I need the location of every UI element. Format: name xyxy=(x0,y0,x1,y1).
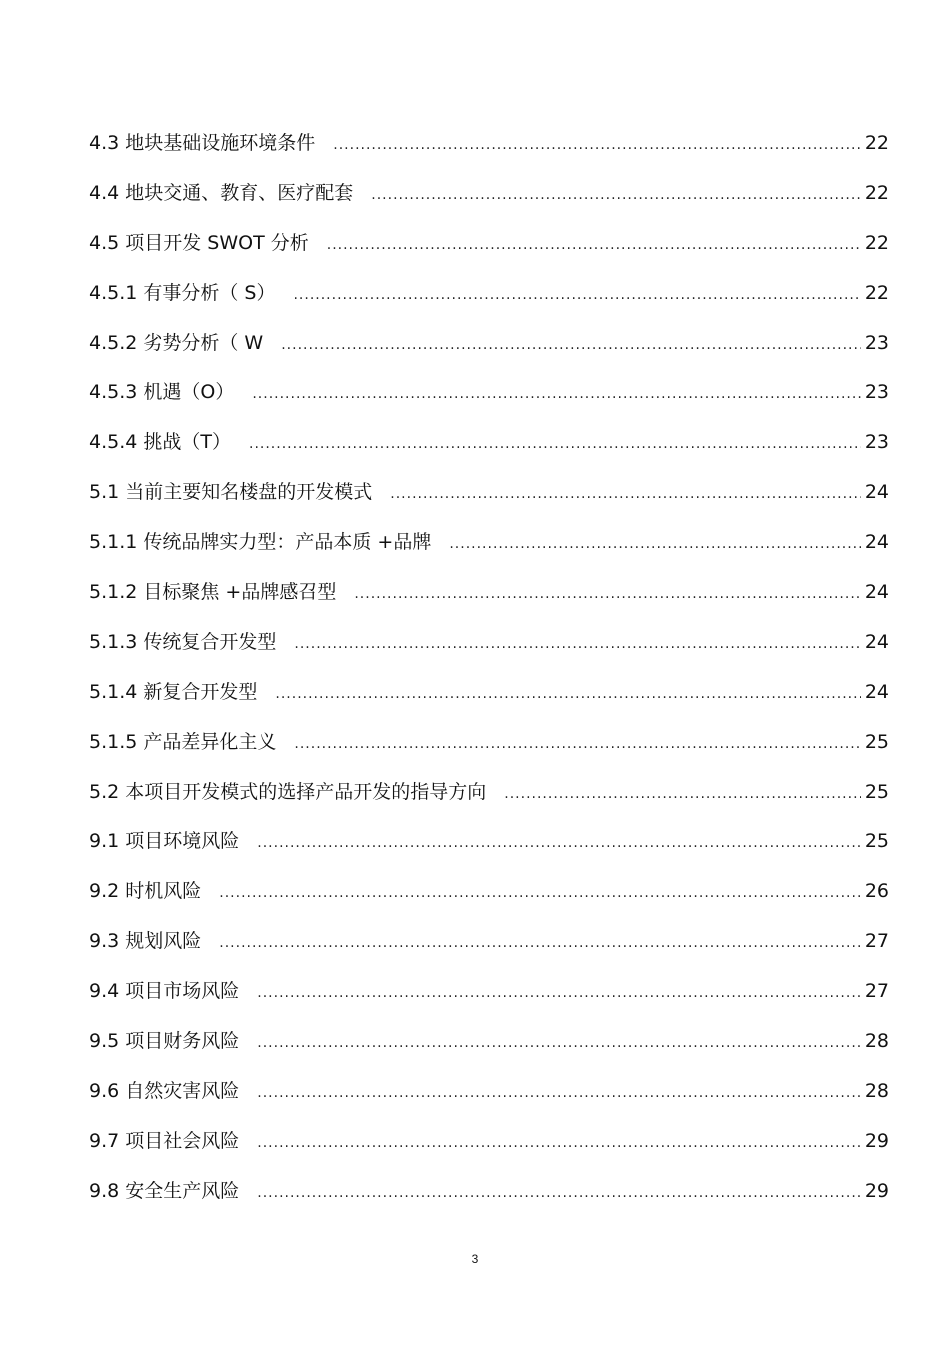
toc-entry-page: 22 xyxy=(864,181,889,204)
toc-entry-label: 4.5.2 劣势分析（ W xyxy=(89,331,264,354)
toc-entry[interactable] xyxy=(89,477,889,527)
toc-entry-label: 4.5 项目开发 SWOT 分析 xyxy=(89,231,309,254)
dot-leader xyxy=(449,529,860,559)
dot-leader xyxy=(371,180,861,210)
toc-entry-label: 4.4 地块交通、教育、医疗配套 xyxy=(89,181,354,204)
toc-entry[interactable] xyxy=(89,876,889,926)
dot-leader xyxy=(275,679,860,709)
dot-leader xyxy=(257,1028,861,1058)
toc-entry-label: 9.4 项目市场风险 xyxy=(89,980,240,1003)
dot-leader xyxy=(281,330,861,360)
toc-entry-page: 24 xyxy=(864,630,889,653)
toc-entry-label: 5.1.4 新复合开发型 xyxy=(89,680,258,703)
toc-entry-page: 25 xyxy=(864,730,889,753)
toc-entry-page: 23 xyxy=(864,331,889,354)
dot-leader xyxy=(252,379,860,409)
dot-leader xyxy=(294,629,860,659)
toc-entry-page: 25 xyxy=(864,830,889,853)
toc-entry-page: 23 xyxy=(864,431,889,454)
toc-entry-page: 29 xyxy=(864,1179,889,1202)
toc-entry-page: 27 xyxy=(864,930,889,953)
toc-entry[interactable] xyxy=(89,577,889,627)
toc-entry-page: 23 xyxy=(864,381,889,404)
toc-entry[interactable] xyxy=(89,328,889,378)
toc-entry-label: 4.5.1 有事分析（ S） xyxy=(89,281,276,304)
toc-entry[interactable] xyxy=(89,1076,889,1126)
toc-entry-label: 9.2 时机风险 xyxy=(89,880,202,903)
dot-leader xyxy=(390,479,861,509)
toc-entry-label: 5.2 本项目开发模式的选择产品开发的指导方向 xyxy=(89,780,487,803)
toc-entry-label: 5.1 当前主要知名楼盘的开发模式 xyxy=(89,481,373,504)
toc-entry-label: 9.6 自然灾害风险 xyxy=(89,1079,240,1102)
toc-entry-page: 28 xyxy=(864,1030,889,1053)
toc-entry-page: 22 xyxy=(864,132,889,154)
toc-entry-page: 29 xyxy=(864,1129,889,1152)
toc-entry-page: 24 xyxy=(864,581,889,604)
toc-entry[interactable] xyxy=(89,128,889,178)
dot-leader xyxy=(257,978,861,1008)
toc-entry-page: 24 xyxy=(864,481,889,504)
toc-entry[interactable] xyxy=(89,427,889,477)
toc-entry-label: 5.1.2 目标聚焦 +品牌感召型 xyxy=(89,581,337,604)
toc-entry[interactable] xyxy=(89,777,889,827)
toc-entry-label: 9.8 安全生产风险 xyxy=(89,1179,240,1202)
toc-entry[interactable] xyxy=(89,727,889,777)
toc-entry-page: 27 xyxy=(864,980,889,1003)
toc-entry-label: 9.7 项目社会风险 xyxy=(89,1129,240,1152)
dot-leader xyxy=(333,130,861,160)
toc-entry[interactable] xyxy=(89,278,889,328)
toc-entry-label: 4.5.3 机遇（O） xyxy=(89,381,235,404)
toc-entry[interactable] xyxy=(89,976,889,1026)
dot-leader xyxy=(257,1178,861,1208)
toc-entry[interactable] xyxy=(89,1176,889,1226)
dot-leader xyxy=(354,579,860,609)
toc-entry-label: 9.5 项目财务风险 xyxy=(89,1030,240,1053)
dot-leader xyxy=(327,230,861,260)
toc-entry-label: 5.1.5 产品差异化主义 xyxy=(89,730,277,753)
toc-entry-label: 4.3 地块基础设施环境条件 xyxy=(89,132,316,154)
toc-entry-page: 22 xyxy=(864,231,889,254)
toc-entry-page: 26 xyxy=(864,880,889,903)
dot-leader xyxy=(219,878,861,908)
toc-entry-label: 5.1.3 传统复合开发型 xyxy=(89,630,277,653)
toc-entry-page: 22 xyxy=(864,281,889,304)
toc-entry[interactable] xyxy=(89,627,889,677)
dot-leader xyxy=(249,429,861,459)
toc-entry[interactable] xyxy=(89,1126,889,1176)
toc-entry[interactable] xyxy=(89,228,889,278)
toc-entry-page: 24 xyxy=(864,680,889,703)
toc-entry[interactable] xyxy=(89,926,889,976)
toc-entry[interactable] xyxy=(89,826,889,876)
toc-entry[interactable] xyxy=(89,527,889,577)
dot-leader xyxy=(504,779,861,809)
toc-entry[interactable] xyxy=(89,1026,889,1076)
toc-entry-label: 9.3 规划风险 xyxy=(89,930,202,953)
toc-entry[interactable] xyxy=(89,377,889,427)
dot-leader xyxy=(257,1128,861,1158)
toc-entry-label: 5.1.1 传统品牌实力型：产品本质 +品牌 xyxy=(89,531,432,554)
table-of-contents xyxy=(89,128,889,1226)
dot-leader xyxy=(257,1078,861,1108)
page-number: 3 xyxy=(471,1252,479,1266)
dot-leader xyxy=(219,928,861,958)
toc-entry-page: 24 xyxy=(864,531,889,554)
toc-entry-label: 9.1 项目环境风险 xyxy=(89,830,240,853)
dot-leader xyxy=(294,729,860,759)
toc-entry-label: 4.5.4 挑战（T） xyxy=(89,431,231,454)
dot-leader xyxy=(293,280,860,310)
toc-entry[interactable] xyxy=(89,178,889,228)
toc-entry-page: 25 xyxy=(864,780,889,803)
toc-entry-page: 28 xyxy=(864,1079,889,1102)
toc-entry[interactable] xyxy=(89,677,889,727)
dot-leader xyxy=(257,828,861,858)
